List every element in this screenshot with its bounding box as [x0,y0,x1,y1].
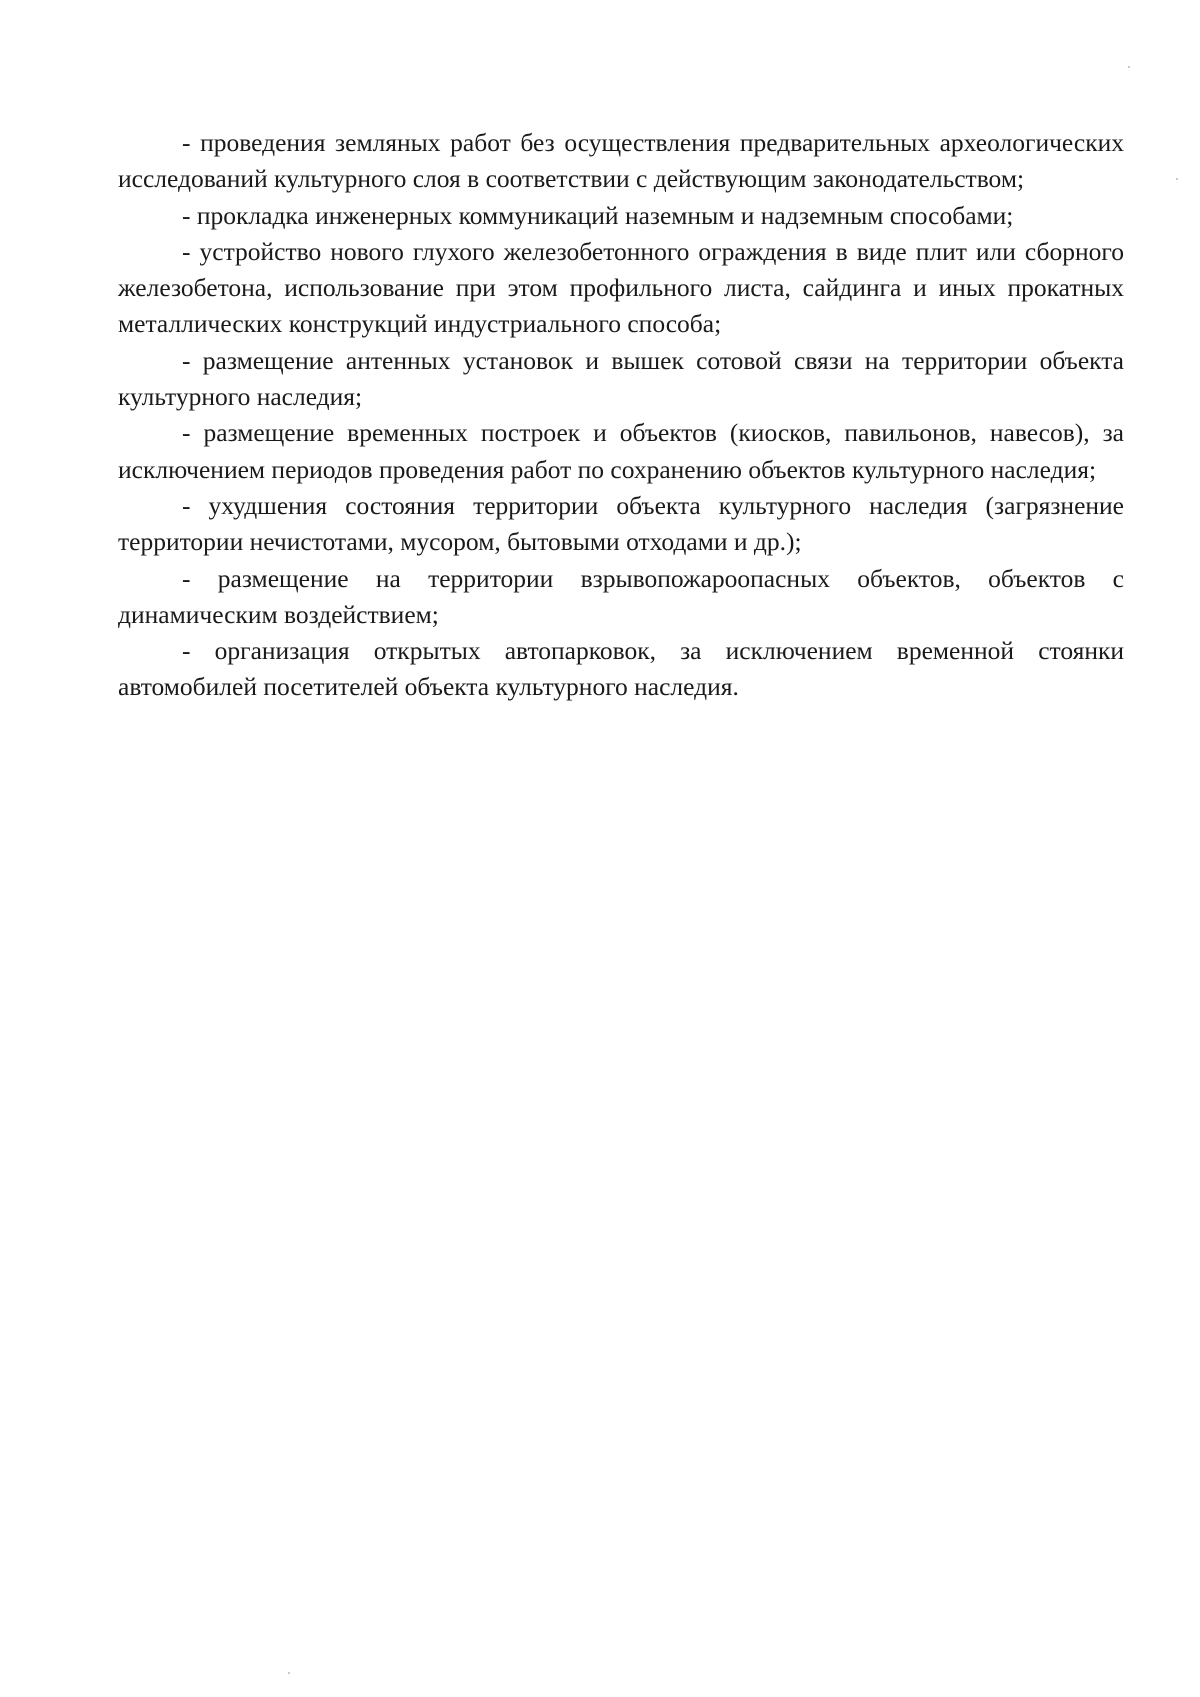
paragraph-utilities: - прокладка инженерных коммуникаций наземным и надземным способами; [182,200,1014,230]
paragraph-temporary-buildings: - размещение временных построек и объектов (киосков, павильонов, навесов), за исключением периодов проведения работ по сохранению объектов культурного наследия; [118,418,1124,484]
paragraph-earthworks: - проведения земляных работ без осуществления предварительных археологических исследований культурного слоя в соответствии с действующим законодательством; [118,128,1124,194]
scan-speck [1128,66,1130,68]
scan-speck [1176,178,1178,180]
paragraph-antennas: - размещение антенных установок и вышек сотовой связи на территории объекта культурного наследия; [118,345,1124,412]
paragraph-territory-degradation: - ухудшения состояния территории объекта культурного наследия (загрязнение территории нечистотами, мусором, бытовыми отходами и др.); [118,490,1124,557]
scan-speck [288,1672,290,1674]
paragraph-hazardous-objects: - размещение на территории взрывопожароопасных объектов, объектов с динамическим воздействием; [118,563,1124,629]
paragraph-fencing: - устройство нового глухого железобетонного ограждения в виде плит или сборного железобетона, использование при этом профильного листа, сайдинга и иных прокатных металлических конструкций индустриального способа; [118,236,1124,339]
document-body [118,125,1124,706]
paragraph-parking: - организация открытых автопарковок, за исключением временной стоянки автомобилей посетителей объекта культурного наследия. [118,636,1124,702]
